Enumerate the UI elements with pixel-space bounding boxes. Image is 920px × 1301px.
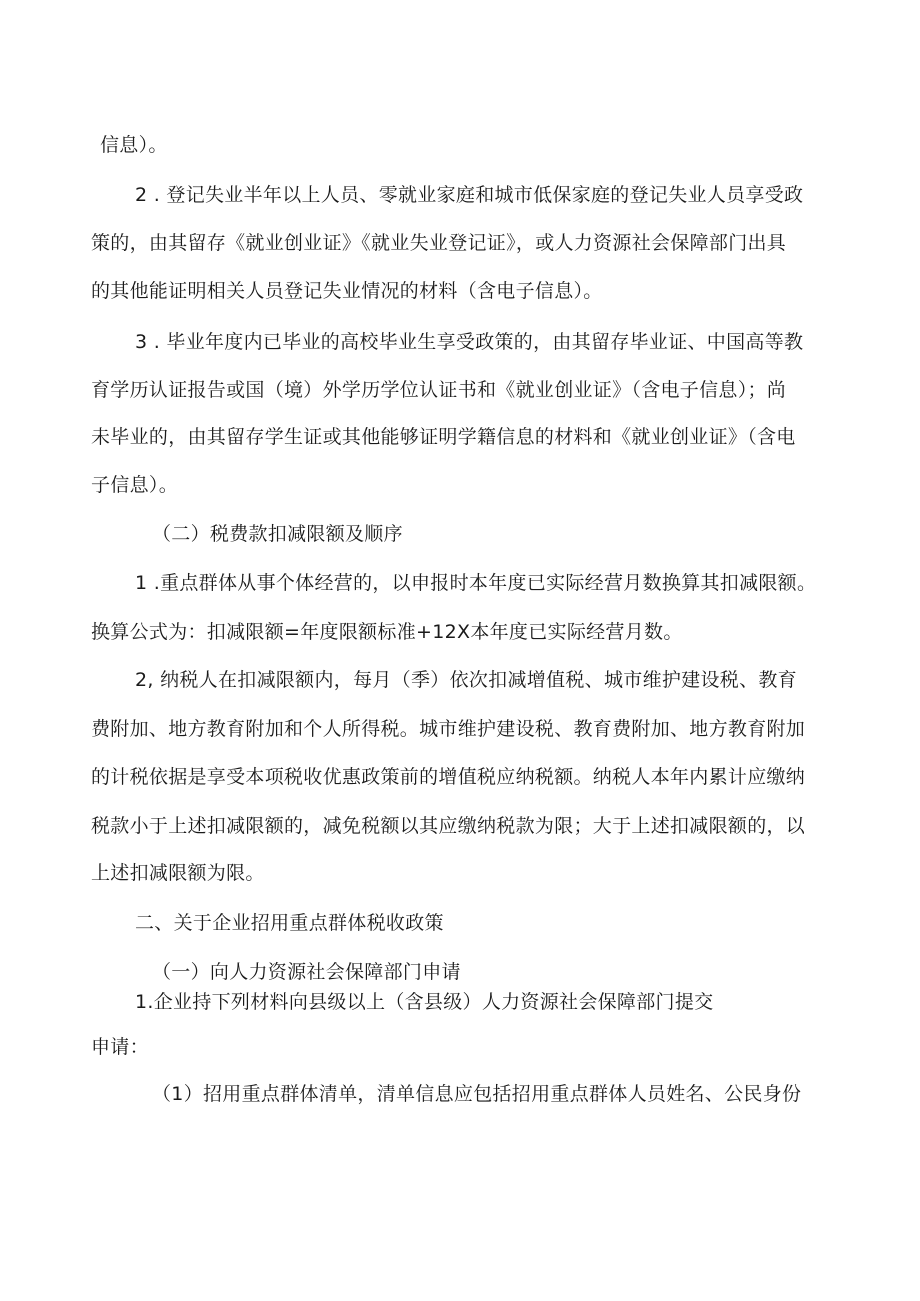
text-line: 1 .重点群体从事个体经营的，以申报时本年度已实际经营月数换算其扣减限额。 [135, 572, 817, 594]
text-line: 2, 纳税人在扣减限额内，每月（季）依次扣减增值税、城市维护建设税、教育 [135, 669, 797, 691]
text-line: 的其他能证明相关人员登记失业情况的材料（含电子信息）。 [91, 280, 603, 302]
text-line: 2 . 登记失业半年以上人员、零就业家庭和城市低保家庭的登记失业人员享受政 [135, 184, 804, 206]
text-line: 育学历认证报告或国（境）外学历学位认证书和《就业创业证》（含电子信息）；尚 [91, 379, 787, 401]
text-line: （1）招用重点群体清单，清单信息应包括招用重点群体人员姓名、公民身份 [152, 1083, 802, 1105]
text-line: 1.企业持下列材料向县级以上（含县级）人力资源社会保障部门提交 [135, 991, 714, 1013]
subsection-heading: （一）向人力资源社会保障部门申请 [152, 961, 461, 983]
text-line: 费附加、地方教育附加和个人所得税。城市维护建设税、教育费附加、地方教育附加 [91, 718, 806, 740]
text-line: 信息）。 [100, 134, 168, 156]
text-line: 策的，由其留存《就业创业证》《就业失业登记证》，或人力资源社会保障部门出具 [91, 232, 787, 254]
text-line: 3 . 毕业年度内已毕业的高校毕业生享受政策的，由其留存毕业证、中国高等教 [135, 331, 804, 353]
text-line: 的计税依据是享受本项税收优惠政策前的增值税应纳税额。纳税人本年内累计应缴纳 [91, 766, 806, 788]
text-line: 子信息）。 [91, 474, 179, 496]
text-line: 税款小于上述扣减限额的，减免税额以其应缴纳税款为限；大于上述扣减限额的，以 [91, 815, 806, 837]
text-line: 上述扣减限额为限。 [91, 862, 265, 884]
section-heading: （二）税费款扣减限额及顺序 [152, 523, 403, 545]
text-line: 换算公式为：扣减限额=年度限额标准+12X本年度已实际经营月数。 [91, 621, 683, 643]
text-line: 未毕业的，由其留存学生证或其他能够证明学籍信息的材料和《就业创业证》（含电 [91, 426, 796, 448]
text-line: 申请： [91, 1036, 149, 1058]
section-heading: 二、关于企业招用重点群体税收政策 [135, 912, 444, 934]
